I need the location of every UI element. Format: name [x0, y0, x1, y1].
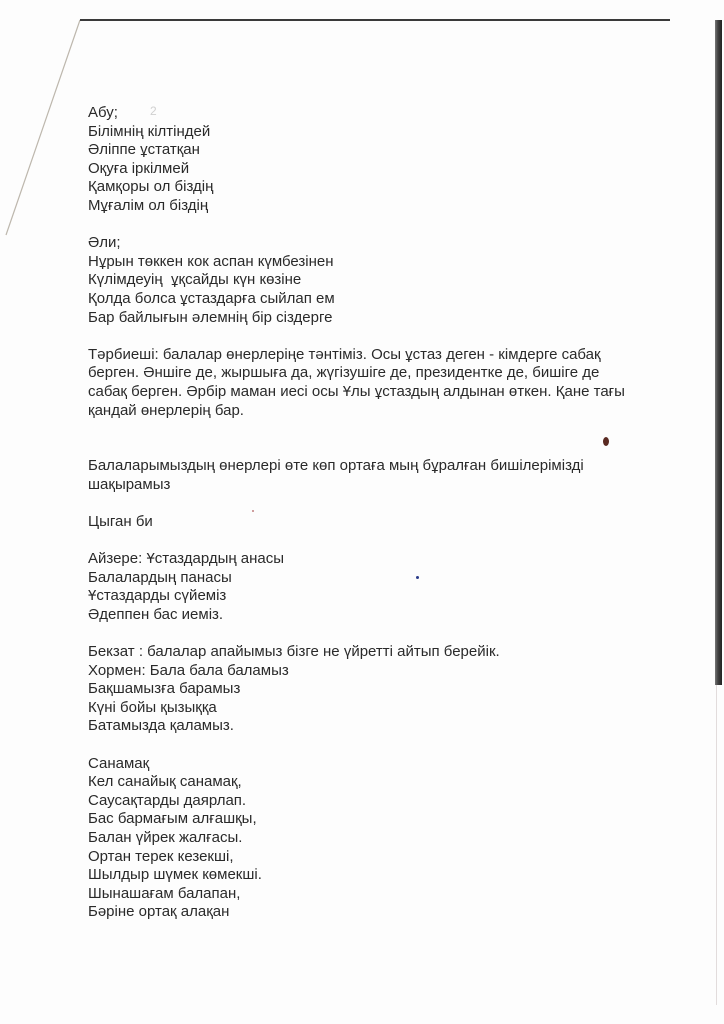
scan-edge-shadow — [715, 20, 722, 685]
text-line: Саусақтарды даярлап. — [88, 791, 247, 809]
dancers-paragraph — [88, 457, 688, 494]
text-line: Абу; — [88, 104, 118, 121]
text-line: Хормен: Бала бала баламыз — [88, 661, 289, 679]
document-body — [88, 104, 688, 941]
text-line: Бақшамызға барамыз — [88, 680, 241, 698]
gypsy-dance — [88, 513, 688, 532]
verse-abu — [88, 104, 688, 216]
text-line: Әліппе ұстатқан — [88, 141, 200, 159]
text-line: Ұстаздарды сүйеміз — [88, 587, 227, 605]
text-line: Бәріне ортақ алақан — [88, 903, 230, 921]
text-line: Қолда болса ұстаздарға сыйлап ем — [88, 289, 335, 307]
text-line: Нұрын төккен кок аспан күмбезінен — [88, 252, 334, 270]
scan-edge-line — [716, 685, 717, 1005]
text-line: Оқуға іркілмей — [88, 159, 190, 177]
text-line: Бас бармағым алғашқы, — [88, 810, 257, 828]
verse-aizere — [88, 550, 688, 624]
paragraph-text: Балаларымыздың өнерлері өте көп ортаға мың бұралған бишілерімізді шақырамыз — [88, 457, 584, 493]
page-number-mark: 2 — [150, 104, 157, 118]
text-line: Батамызда қаламыз. — [88, 717, 234, 735]
text-line: Бекзат : балалар апайымыз бізге не үйретті айтып берейік. — [88, 643, 500, 661]
text-line: Цыган би — [88, 512, 153, 530]
text-line: Мұғалім ол біздің — [88, 196, 209, 214]
text-line: Санамақ — [88, 754, 150, 772]
text-line: Күлімдеуің ұқсайды күн көзіне — [88, 271, 302, 289]
counting-rhyme — [88, 755, 688, 922]
paragraph-text: Тәрбиеші: балалар өнерлеріңе тәнтіміз. Осы ұстаз деген - кімдерге сабақ берген. Әншіге де, жыршыға да, жүгізушіге де, президентке де, бишіге де сабақ берген. Әрбір маман иесі осы Ұлы ұстаздың алдынан өткен. Қане тағы қандай өнерлерің бар. — [88, 345, 625, 419]
page-edge-diagonal — [0, 0, 100, 240]
page-edge-top — [80, 19, 670, 21]
text-line: Қамқоры ол біздің — [88, 178, 214, 196]
text-line: Балан үйрек жалғасы. — [88, 828, 243, 846]
text-line: Кел санайық санамақ, — [88, 773, 242, 791]
text-line: Әли; — [88, 234, 121, 252]
text-line: Әдеппен бас иеміз. — [88, 605, 224, 623]
teacher-paragraph — [88, 346, 688, 420]
text-line: Шылдыр шүмек көмекші. — [88, 866, 262, 884]
verse-bekzat — [88, 643, 688, 736]
text-line: Күні бойы қызыққа — [88, 698, 217, 716]
verse-ali — [88, 234, 688, 327]
text-line: Балалардың панасы — [88, 568, 232, 586]
text-line: Айзере: Ұстаздардың анасы — [88, 550, 285, 568]
text-line: Ортан терек кезекші, — [88, 847, 234, 865]
text-line: Бар байлығын әлемнің бір сіздерге — [88, 308, 333, 326]
text-line: Шынашағам балапан, — [88, 884, 241, 902]
text-line: Білімнің кілтіндей — [88, 122, 211, 140]
